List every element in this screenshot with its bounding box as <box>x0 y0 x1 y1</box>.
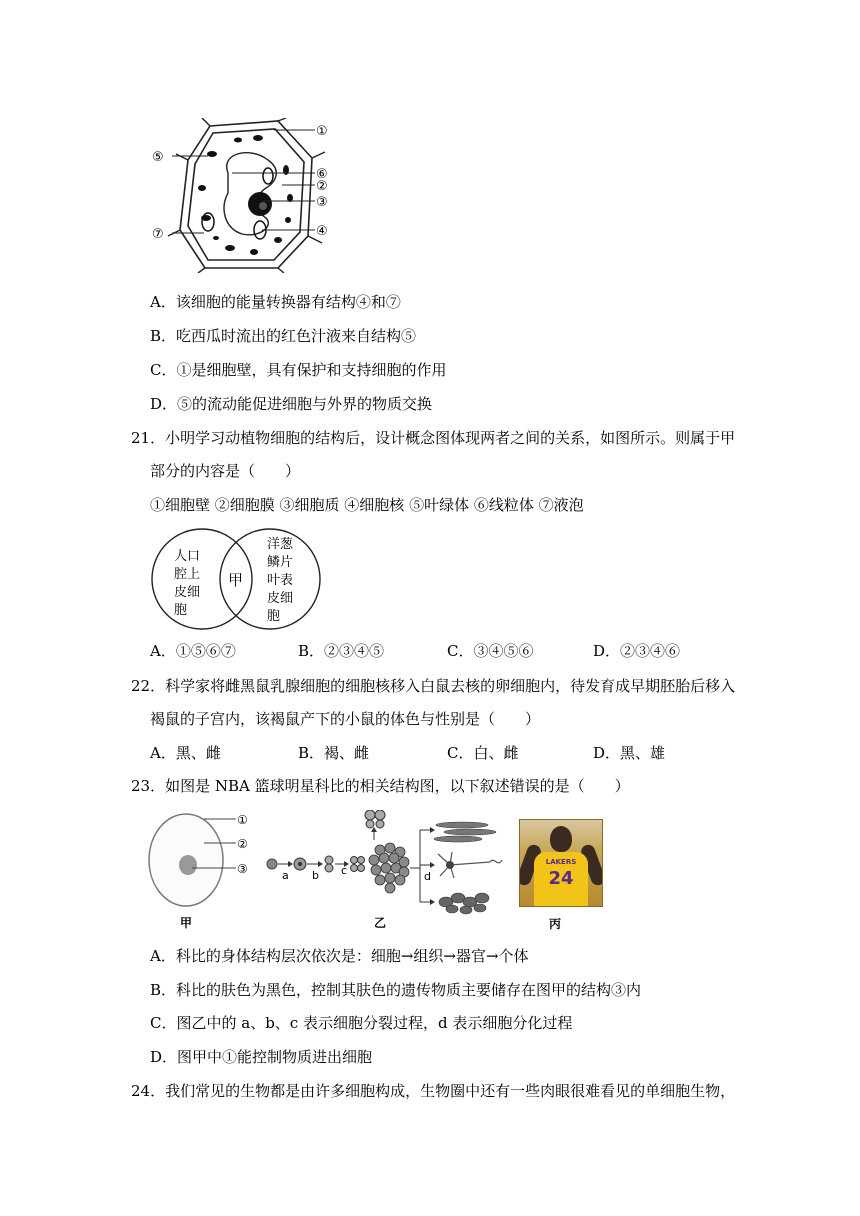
plant-cell-diagram <box>150 118 340 273</box>
q23-option-c: C．图乙中的 a、b、c 表示细胞分裂过程，d 表示细胞分化过程 <box>150 1014 573 1032</box>
venn-left-l2: 腔上 <box>174 567 201 582</box>
yi-letter-b: b <box>312 869 319 882</box>
fig-yi-process <box>262 810 507 932</box>
q23-option-b: B．科比的肤色为黑色，控制其肤色的遗传物质主要储存在图甲的结构③内 <box>150 981 642 999</box>
venn-diagram <box>150 526 325 632</box>
venn-right-l4: 皮细 <box>267 591 294 606</box>
jia-label-2: ② <box>237 837 248 851</box>
q20-option-a: A．该细胞的能量转换器有结构④和⑦ <box>150 293 401 311</box>
q21-stem-line1: 21．小明学习动植物细胞的结构后，设计概念图体现两者之间的关系，如图所示。则属于甲 <box>131 429 736 447</box>
q21-option-b: B．②③④⑤ <box>298 642 385 660</box>
q23-option-a: A．科比的身体结构层次依次是：细胞→组织→器官→个体 <box>150 947 529 965</box>
q22-option-a: A．黑、雌 <box>150 744 221 762</box>
yi-letter-c: c <box>341 864 348 877</box>
q22-option-c: C．白、雌 <box>447 744 519 762</box>
q21-option-a: A．①⑤⑥⑦ <box>150 642 236 660</box>
label-2: ② <box>316 179 328 194</box>
jersey-text: LAKERS <box>545 858 577 866</box>
muscle-tissue <box>434 822 496 842</box>
q21-option-d: D．②③④⑥ <box>593 642 681 660</box>
q23-stem: 23．如图是 NBA 篮球明星科比的相关结构图，以下叙述错误的是（ ） <box>131 777 630 795</box>
venn-center: 甲 <box>228 571 244 589</box>
connective-tissue <box>439 893 489 914</box>
q21-stem-line2: 部分的内容是（ ） <box>150 462 301 480</box>
nucleus-3 <box>179 855 197 875</box>
cell-mass <box>369 843 409 893</box>
q22-stem-line1: 22．科学家将雌黑鼠乳腺细胞的细胞核移入白鼠去核的卵细胞内，待发育成早期胚胎后移入 <box>131 677 736 695</box>
label-4: ④ <box>316 224 328 239</box>
q22-option-b: B．褐、雌 <box>298 744 370 762</box>
jersey-number: 24 <box>548 868 574 889</box>
jia-caption: 甲 <box>180 916 193 930</box>
kobe-photo <box>519 819 603 907</box>
bing-caption: 丙 <box>549 917 562 931</box>
structure-6 <box>263 168 273 184</box>
q23-option-d: D．图甲中①能控制物质进出细胞 <box>150 1048 373 1066</box>
venn-right-l3: 叶表 <box>267 573 294 588</box>
vacuole <box>224 153 276 235</box>
label-1: ① <box>316 124 328 139</box>
q21-items: ①细胞壁 ②细胞膜 ③细胞质 ④细胞核 ⑤叶绿体 ⑥线粒体 ⑦液泡 <box>150 496 584 514</box>
jia-label-1: ① <box>237 813 248 827</box>
label-5: ⑤ <box>152 150 164 165</box>
q20-option-b: B．吃西瓜时流出的红色汁液来自结构⑤ <box>150 327 417 345</box>
venn-left-l1: 人口 <box>174 549 201 564</box>
q22-option-d: D．黑、雄 <box>593 744 666 762</box>
label-7: ⑦ <box>152 227 164 242</box>
q20-option-d: D．⑤的流动能促进细胞与外界的物质交换 <box>150 395 433 413</box>
jia-label-3: ③ <box>237 862 248 876</box>
q20-option-c: C．①是细胞壁，具有保护和支持细胞的作用 <box>150 361 447 379</box>
venn-right-l1: 洋葱 <box>267 537 294 552</box>
fig-jia-cell <box>148 810 258 932</box>
q24-stem-line1: 24．我们常见的生物都是由许多细胞构成，生物圈中还有一些肉眼很难看见的单细胞生物， <box>131 1082 736 1100</box>
yi-letter-d: d <box>424 870 431 883</box>
yi-caption: 乙 <box>374 916 387 930</box>
venn-left-l4: 胞 <box>174 603 188 618</box>
label-3: ③ <box>316 195 328 210</box>
label-6: ⑥ <box>316 167 328 182</box>
venn-left-l3: 皮细 <box>174 585 201 600</box>
q21-option-c: C．③④⑤⑥ <box>447 642 534 660</box>
q22-stem-line2: 褐鼠的子宫内，该褐鼠产下的小鼠的体色与性别是（ ） <box>150 710 541 728</box>
cell-membrane <box>188 129 304 260</box>
yi-letter-a: a <box>282 869 289 882</box>
venn-right-l2: 鳞片 <box>267 555 294 570</box>
venn-right-l5: 胞 <box>267 609 281 624</box>
